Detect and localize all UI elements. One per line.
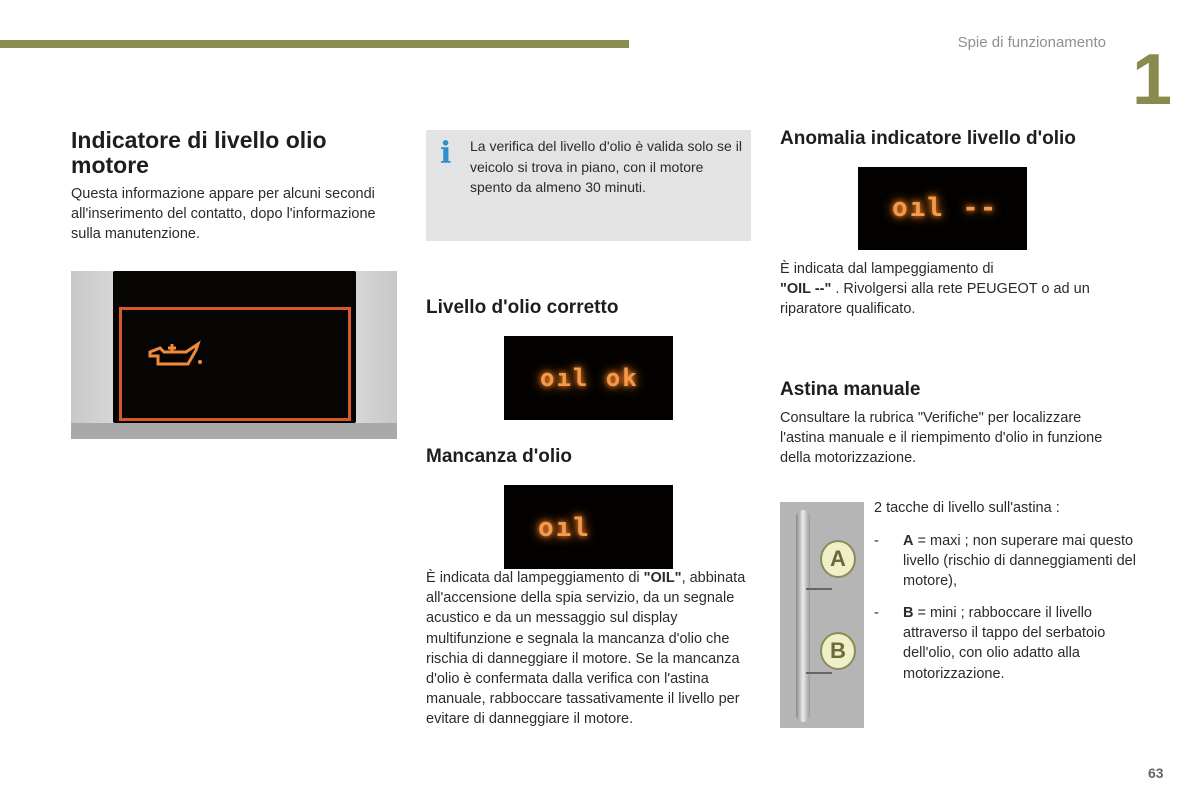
dipstick-image: [780, 502, 864, 728]
lcd-oil-dash-image: [858, 167, 1027, 250]
anomaly-body: . Rivolgersi alla rete PEUGEOT o ad un riparatore qualificato.: [780, 281, 1090, 318]
heading-missing-oil: Mancanza d'olio: [426, 446, 572, 467]
level-a-key: A: [903, 533, 914, 549]
info-text: La verifica del livello d'olio è valida solo se il veicolo si trova in piano, con il motore spento da almeno 30 minuti.: [470, 138, 742, 195]
main-heading: Indicatore di livello olio motore: [71, 127, 327, 178]
cluster-bezel-bottom: [71, 423, 397, 439]
heading-anomaly: Anomalia indicatore livello d'olio: [780, 128, 1076, 149]
level-b-key: B: [903, 605, 914, 621]
lcd-oil-ok-text: oıl ok: [540, 364, 639, 392]
missing-oil-lead: È indicata dal lampeggiamento di: [426, 570, 644, 586]
level-b-desc: = mini ; rabboccare il livello attraverso il tappo del serbatoio dell'olio, con olio adatto alla motorizzazione.: [903, 605, 1106, 682]
lcd-oil-text: oıl: [538, 513, 591, 543]
missing-oil-body: , abbinata all'accensione della spia servizio, da un segnale acustico e da un messaggio sul display multifunzione e segnala la mancanza d'olio che rischia di danneggiare il motore. Se la mancanza d'olio è confermata dalla verifica con l'astina manuale, rabboccare tassativamente il livello per evitare di danneggiare il motore.: [426, 570, 746, 728]
list-item-level-b: [874, 603, 1144, 685]
list-item-level-a: [874, 531, 1144, 593]
list-dash: -: [874, 605, 879, 621]
dipstick-paragraph: Consultare la rubrica "Verifiche" per localizzare l'astina manuale e il riempimento d'olio in funzione della motorizzazione.: [780, 410, 1103, 467]
cluster-display: [113, 271, 356, 423]
heading-correct-level: Livello d'olio corretto: [426, 297, 619, 318]
list-dash: -: [874, 533, 879, 549]
level-a-text: [903, 531, 1143, 592]
intro-paragraph: Questa informazione appare per alcuni secondi all'inserimento del contatto, dopo l'informazione sulla manutenzione.: [71, 186, 376, 243]
section-title: Spie di funzionamento: [957, 34, 1106, 51]
page-number: 63: [1148, 765, 1164, 781]
info-icon: i: [440, 136, 452, 171]
missing-oil-paragraph: [426, 568, 746, 730]
dipstick-tag-a: A: [820, 540, 856, 578]
info-box: [426, 130, 751, 241]
dipstick-mark-max: [806, 588, 832, 590]
anomaly-lead: È indicata dal lampeggiamento di: [780, 261, 994, 277]
anomaly-code: "OIL --": [780, 281, 832, 298]
lcd-oil-ok-image: [504, 336, 673, 420]
dipstick-rod: [796, 510, 810, 722]
chapter-number: 1: [1132, 40, 1169, 120]
instrument-cluster-image: [71, 271, 397, 439]
lcd-oil-image: [504, 485, 673, 569]
anomaly-paragraph: [780, 259, 1105, 320]
dipstick-mark-min: [806, 672, 832, 674]
dipstick-tag-b: B: [820, 632, 856, 670]
lcd-oil-dash-text: oıl --: [892, 193, 998, 223]
level-a-desc: = maxi ; non superare mai questo livello (rischio di danneggiamenti del motore),: [903, 533, 1136, 590]
missing-oil-code: "OIL": [643, 570, 682, 586]
levels-intro: 2 tacche di livello sull'astina :: [874, 500, 1060, 516]
header-accent-bar: [0, 40, 629, 48]
oil-can-icon: [146, 338, 206, 372]
cluster-warning-frame: [119, 307, 351, 421]
level-b-text: [903, 603, 1143, 684]
heading-dipstick: Astina manuale: [780, 379, 921, 400]
